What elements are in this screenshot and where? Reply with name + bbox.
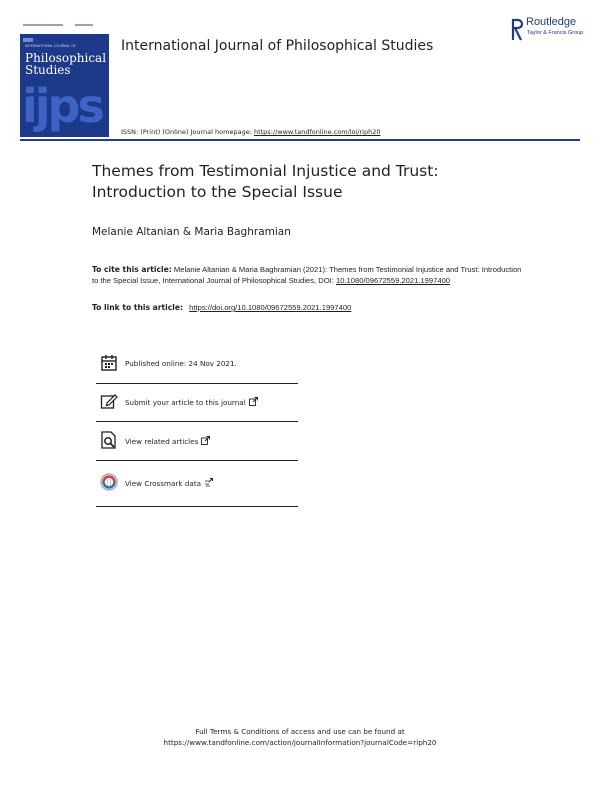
article-link-line bbox=[92, 303, 351, 312]
cover-monogram: ijps bbox=[22, 79, 102, 133]
row-divider bbox=[96, 506, 298, 507]
row-divider bbox=[96, 460, 298, 461]
edit-icon bbox=[100, 392, 118, 410]
published-online-label: Published online: 24 Nov 2021. bbox=[125, 359, 237, 368]
submit-article-label: Submit your article to this journal bbox=[125, 398, 246, 407]
external-link-icon bbox=[249, 397, 258, 406]
external-link-icon bbox=[201, 436, 210, 445]
published-online-row bbox=[96, 346, 298, 384]
article-doi-link[interactable]: https://doi.org/10.1080/09672559.2021.1997400 bbox=[189, 303, 352, 312]
calendar-icon bbox=[100, 354, 118, 372]
crossmark-link[interactable] bbox=[125, 478, 213, 488]
article-authors: Melanie Altanian & Maria Baghramian bbox=[92, 226, 291, 238]
footer bbox=[0, 726, 600, 748]
article-title: Themes from Testimonial Injustice and Trust: Introduction to the Special Issue bbox=[92, 162, 439, 201]
cover-top-line bbox=[23, 24, 63, 26]
related-articles-row[interactable] bbox=[96, 423, 298, 461]
external-link-icon bbox=[204, 478, 213, 487]
link-label: To link to this article: bbox=[92, 303, 184, 312]
cover-title-line: Studies bbox=[25, 63, 71, 77]
publisher-name: Routledge bbox=[526, 16, 577, 28]
citation-block bbox=[92, 264, 522, 286]
cover-top-line bbox=[75, 24, 93, 26]
issn-line bbox=[121, 128, 381, 136]
journal-cover: INTERNATIONAL JOURNAL OF Philosophical Studies ijps R bbox=[20, 20, 109, 137]
crossmark-row[interactable] bbox=[96, 469, 298, 507]
header-divider bbox=[20, 139, 580, 141]
related-articles-icon bbox=[100, 431, 118, 449]
journal-homepage-link[interactable]: https://www.tandfonline.com/loi/riph20 bbox=[253, 128, 381, 136]
publisher-tagline: Taylor & Francis Group bbox=[527, 30, 584, 36]
cover-title bbox=[25, 52, 109, 76]
footer-terms-link[interactable]: https://www.tandfonline.com/action/journalInformation?journalCode=riph20 bbox=[163, 738, 437, 747]
cover-subtitle: INTERNATIONAL JOURNAL OF bbox=[25, 44, 77, 48]
publisher-logo bbox=[511, 16, 591, 44]
row-divider bbox=[96, 421, 298, 422]
citation-label: To cite this article: bbox=[92, 265, 172, 274]
cover-top-strip bbox=[20, 20, 109, 34]
journal-title: International Journal of Philosophical Studies bbox=[121, 38, 434, 54]
crossmark-icon bbox=[100, 473, 118, 491]
cover-title-line: Philosophical bbox=[25, 51, 107, 65]
issn-prefix: ISSN: (Print) (Online) Journal homepage: bbox=[121, 128, 252, 136]
citation-doi-link[interactable]: 10.1080/09672559.2021.1997400 bbox=[336, 276, 451, 285]
submit-article-link[interactable] bbox=[125, 397, 258, 407]
footer-terms-text: Full Terms & Conditions of access and use can be found at bbox=[195, 727, 405, 736]
related-articles-label: View related articles bbox=[125, 437, 199, 446]
crossmark-label: View Crossmark data bbox=[125, 479, 202, 488]
related-articles-link[interactable] bbox=[125, 436, 210, 446]
submit-article-row[interactable] bbox=[96, 384, 298, 422]
cover-tag bbox=[23, 38, 33, 42]
citation-text: Melanie Altanian & Maria Baghramian (2021): Themes from Testimonial Injustice and Trust: Introduction to the Special Issue, International Journal of Philosophical Studies, DOI: bbox=[92, 265, 522, 285]
routledge-r-icon bbox=[511, 16, 524, 42]
